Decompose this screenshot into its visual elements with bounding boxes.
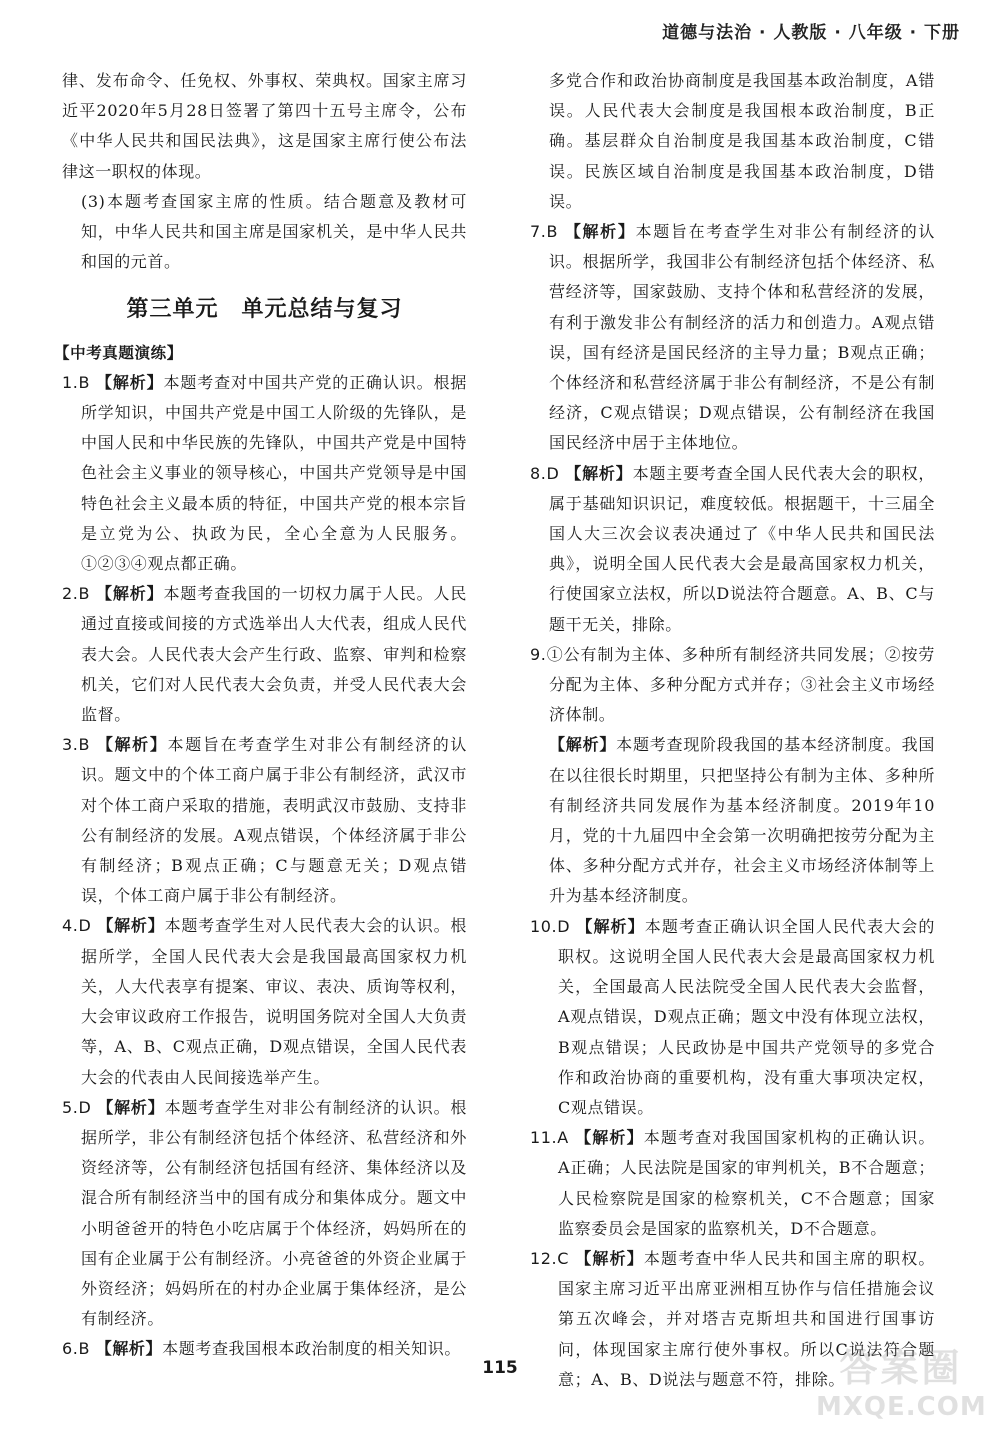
analysis-tag: 【解析】	[96, 372, 164, 392]
analysis-text: 本题考查现阶段我国的基本经济制度。我国在以往很长时期里，只把坚持公有制为主体、多种所有制经济共同发展作为基本经济制度。2019年10月，党的十九届四中全会第一次明确把按劳分配为主体、多种分配方式并存，社会主义市场经济体制等上升为基本经济制度。	[549, 735, 935, 906]
answer-number: 6.B	[62, 1339, 91, 1359]
answer-number: 4.D	[62, 916, 92, 936]
unit-title: 第三单元 单元总结与复习	[126, 297, 403, 323]
analysis-tag: 【解析】	[565, 463, 633, 483]
answer-item-3	[62, 730, 467, 911]
analysis-tag: 【解析】	[549, 735, 617, 755]
right-continuation: 多党合作和政治协商制度是我国基本政治制度，A错误。人民代表大会制度是我国根本政治制度，B正确。基层群众自治制度是我国基本政治制度，C错误。民族区域自治制度是我国基本政治制度，D错误。	[549, 71, 935, 211]
analysis-tag: 【解析】	[564, 222, 636, 242]
answer-number: 12.C	[530, 1248, 570, 1268]
watermark-url: MXQE.COM	[816, 1392, 987, 1422]
answer-item-8	[530, 459, 935, 640]
answer-number: 11.A	[530, 1128, 569, 1148]
analysis-tag: 【解析】	[96, 735, 168, 755]
answer-number: 7.B	[530, 222, 559, 242]
answer-item-9-analysis	[530, 730, 935, 911]
answer-number: 2.B	[62, 584, 91, 604]
section-label: 【中考真题演练】	[54, 343, 183, 362]
answer-text: 本题考查中华人民共和国主席的职权。国家主席习近平出席亚洲相互协作与信任措施会议第五次峰会，并对塔吉克斯坦共和国进行国事访问，体现国家主席行使外事权。所以C说法符合题意；A、B、D说法与题意不符，排除。	[558, 1248, 935, 1389]
answer-number: 9.	[530, 644, 547, 664]
answer-item-2	[62, 579, 467, 730]
answer-text: 本题考查学生对人民代表大会的认识。根据所学，全国人民代表大会是我国最高国家权力机关，人大代表享有提案、审议、表决、质询等权利，大会审议政府工作报告，说明国务院对全国人大负责等，A、B、C观点正确，D观点错误，全国人民代表大会的代表由人民间接选举产生。	[81, 916, 467, 1087]
answer-text: 本题旨在考查学生对非公有制经济的认识。题文中的个体工商户属于非公有制经济，武汉市对个体工商户采取的措施，表明武汉市鼓励、支持非公有制经济的发展。A观点错误，个体经济属于非公有制经济；B观点正确；C与题意无关；D观点错误，个体工商户属于非公有制经济。	[81, 735, 467, 906]
right-column	[530, 66, 935, 1395]
answer-text: 本题主要考查全国人民代表大会的职权，属于基础知识识记，难度较低。根据题干，十三届全国人大三次会议表决通过了《中华人民共和国民法典》，说明全国人民代表大会是最高国家权力机关，行使国家立法权，所以D说法符合题意。A、B、C与题干无关，排除。	[549, 463, 935, 634]
page-number: 115	[482, 1358, 518, 1378]
analysis-tag: 【解析】	[575, 1248, 644, 1268]
answer-item-11	[530, 1123, 935, 1244]
answer-item-9	[530, 640, 935, 731]
answer-number: 1.B	[62, 372, 91, 392]
answer-item-1	[62, 368, 467, 579]
analysis-tag: 【解析】	[95, 1339, 163, 1359]
answer-text: 本题旨在考查学生对非公有制经济的认识。根据所学，我国非公有制经济包括个体经济、私营经济等，国家鼓励、支持个体和私营经济的发展，有利于激发非公有制经济的活力和创造力。A观点错误，国有经济是国民经济的主导力量；B观点正确；个体经济和私营经济属于非公有制经济，不是公有制经济，C观点错误；D观点错误，公有制经济在我国国民经济中居于主体地位。	[549, 222, 935, 453]
answer-number: 10.D	[530, 916, 571, 936]
answer-number: 8.D	[530, 463, 560, 483]
answer-item-7	[530, 217, 935, 459]
analysis-tag: 【解析】	[97, 1097, 165, 1117]
answer-text: 本题考查对我国国家机构的正确认识。A正确；人民法院是国家的审判机关，B不合题意；人民检察院是国家的检察机关，C不合题意；国家监察委员会是国家的监察机关，D不合题意。	[558, 1128, 936, 1238]
left-paragraph-2: (3)本题考查国家主席的性质。结合题意及教材可知，中华人民共和国主席是国家机关，是中华人民共和国的元首。	[81, 191, 467, 272]
answer-text: ①公有制为主体、多种所有制经济共同发展；②按劳分配为主体、多种分配方式并存；③社会主义市场经济体制。	[546, 644, 935, 725]
analysis-tag: 【解析】	[96, 584, 164, 604]
watermark-logo-text: 答案圈	[839, 1346, 963, 1390]
answer-number: 3.B	[62, 735, 91, 755]
answer-number: 5.D	[62, 1097, 92, 1117]
answer-item-4	[62, 911, 467, 1092]
answer-text: 本题考查我国的一切权力属于人民。人民通过直接或间接的方式选举出人大代表，组成人民代表大会。人民代表大会产生行政、监察、审判和检察机关，它们对人民代表大会负责，并受人民代表大会监督。	[81, 584, 467, 725]
answer-text: 本题考查正确认识全国人民代表大会的职权。这说明全国人民代表大会是最高国家权力机关，全国最高人民法院受全国人民代表大会监督，A观点错误，D观点正确；题文中没有体现立法权，B观点错误；人民政协是中国共产党领导的多党合作和政治协商的重要机构，没有重大事项决定权，C观点错误。	[558, 916, 935, 1117]
answer-item-5	[62, 1093, 467, 1335]
answer-text: 本题考查我国根本政治制度的相关知识。	[162, 1339, 461, 1359]
left-paragraph-1: 律、发布命令、任免权、外事权、荣典权。国家主席习近平2020年5月28日签署了第四十五号主席令，公布《中华人民共和国民法典》，这是国家主席行使公布法律这一职权的体现。	[62, 71, 467, 181]
left-column	[54, 66, 467, 1365]
answer-item-10	[530, 912, 935, 1123]
analysis-tag: 【解析】	[576, 916, 645, 936]
analysis-tag: 【解析】	[97, 916, 165, 936]
watermark-logo	[816, 1337, 986, 1425]
answer-text: 本题考查学生对非公有制经济的认识。根据所学，非公有制经济包括个体经济、私营经济和外资经济等，公有制经济包括国有经济、集体经济以及混合所有制经济当中的国有成分和集体成分。题文中小明爸爸开的特色小吃店属于个体经济，妈妈所在的国有企业属于公有制经济。小亮爸爸的外资企业属于外资经济；妈妈所在的村办企业属于集体经济，是公有制经济。	[81, 1097, 467, 1329]
page-header-title: 道德与法治 · 人教版 · 八年级 · 下册	[662, 23, 960, 43]
answer-text: 本题考查对中国共产党的正确认识。根据所学知识，中国共产党是中国工人阶级的先锋队，是中国人民和中华民族的先锋队，中国共产党是中国特色社会主义事业的领导核心，中国共产党领导是中国特色社会主义最本质的特征，中国共产党的根本宗旨是立党为公、执政为民，全心全意为人民服务。①②③④观点都正确。	[81, 372, 467, 574]
analysis-tag: 【解析】	[575, 1128, 644, 1148]
